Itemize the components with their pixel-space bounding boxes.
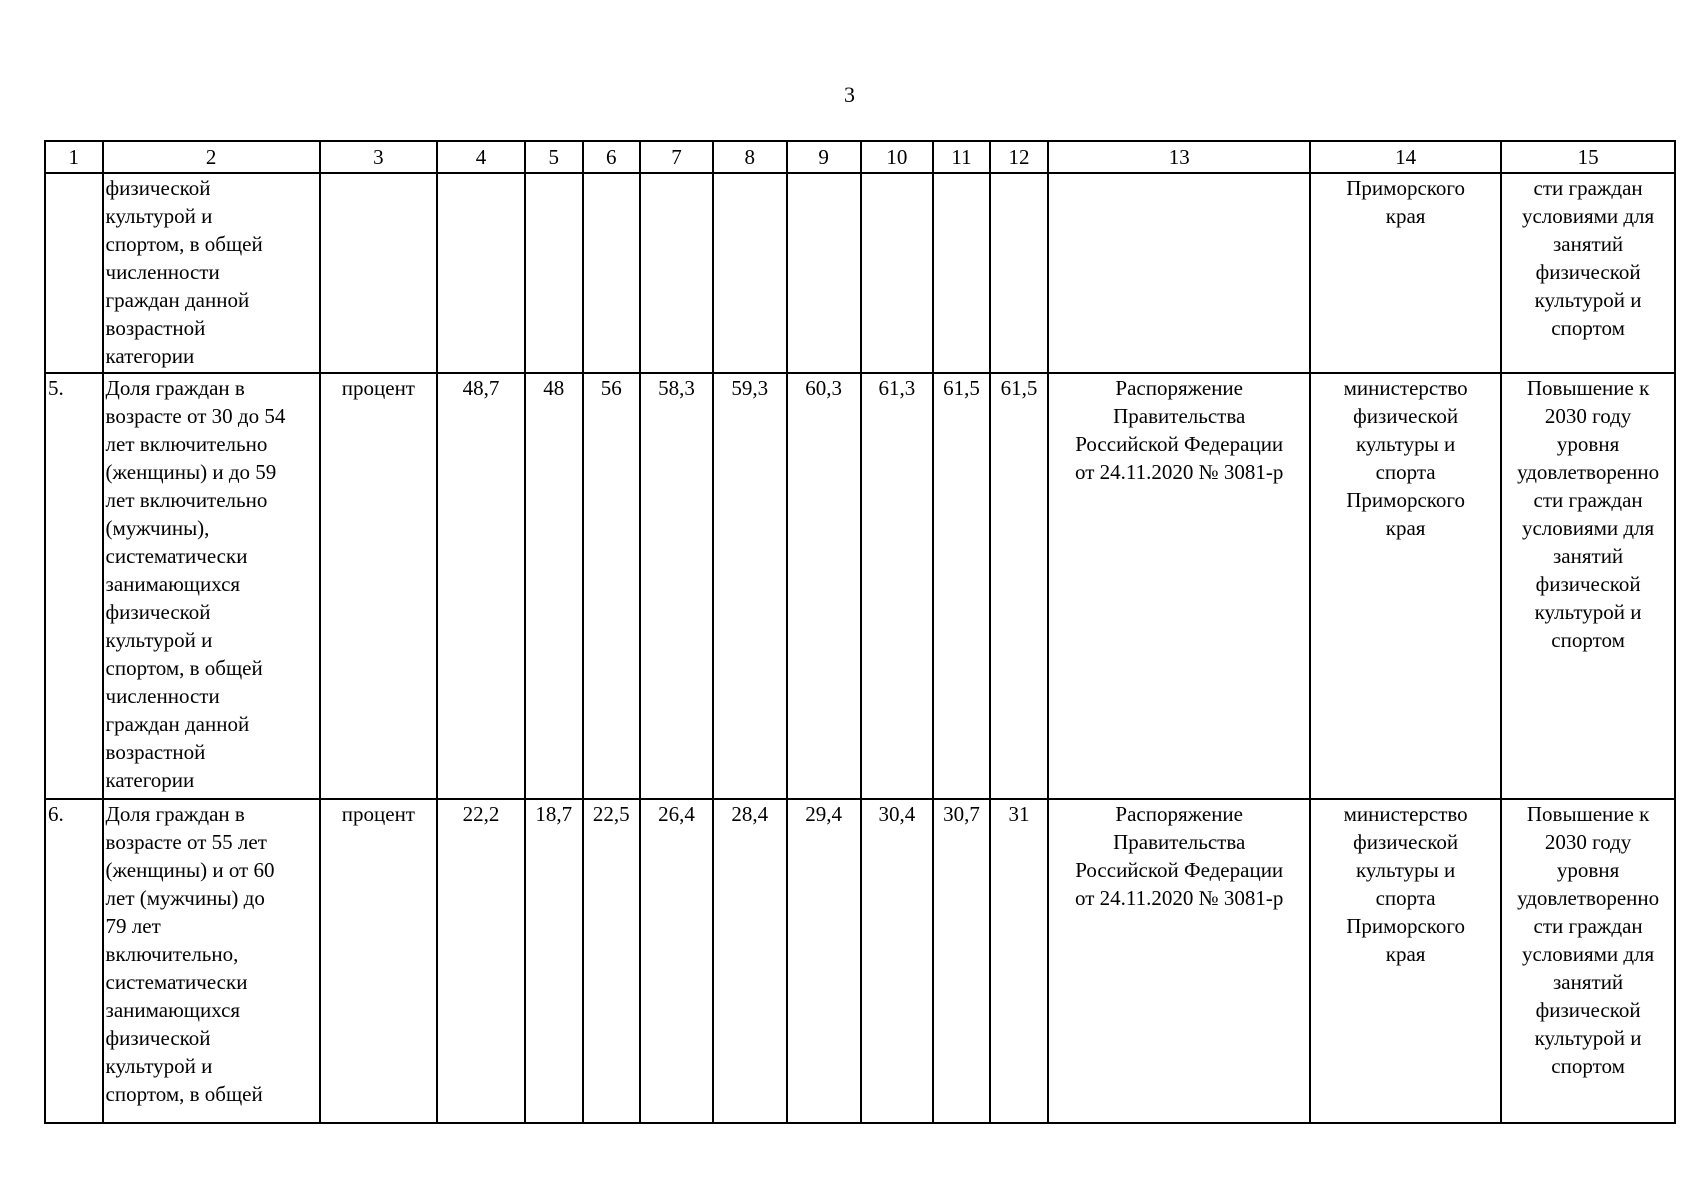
document-cell: Распоряжение Правительства Российской Федерации от 24.11.2020 № 3081-р [1048, 373, 1310, 799]
header-cell: 14 [1310, 141, 1501, 173]
responsible-cell: министерство физической культуры и спорта Приморского края [1310, 373, 1501, 799]
header-cell: 1 [45, 141, 103, 173]
indicator-name-cell: Доля граждан в возрасте от 30 до 54 лет включительно (женщины) и до 59 лет включительно (мужчины), систематически занимающихся физической культурой и спортом, в общей численности граждан данной возрастной категории [103, 373, 320, 799]
value-cell: 59,3 [713, 373, 787, 799]
header-cell: 10 [861, 141, 934, 173]
header-cell: 13 [1048, 141, 1310, 173]
page-number: 3 [844, 82, 855, 107]
table-row [45, 373, 1675, 799]
value-cell: 61,3 [861, 373, 934, 799]
goal-cell: сти граждан условиями для занятий физической культурой и спортом [1501, 173, 1675, 373]
value-cell: 22,2 [437, 799, 525, 1123]
table-row [45, 173, 1675, 373]
indicator-name-cell: физической культурой и спортом, в общей численности граждан данной возрастной категории [103, 173, 320, 373]
indicator-table [44, 140, 1676, 1124]
value-cell: 61,5 [990, 373, 1049, 799]
value-cell [583, 173, 641, 373]
header-cell: 9 [787, 141, 861, 173]
header-cell: 6 [583, 141, 641, 173]
value-cell [713, 173, 787, 373]
value-cell [933, 173, 989, 373]
header-cell: 11 [933, 141, 989, 173]
header-row [45, 141, 1675, 173]
header-cell: 2 [103, 141, 320, 173]
row-number-cell [45, 173, 103, 373]
unit-cell: процент [320, 373, 437, 799]
value-cell: 30,7 [933, 799, 989, 1123]
header-cell: 8 [713, 141, 787, 173]
value-cell [861, 173, 934, 373]
row-number-cell: 6. [45, 799, 103, 1123]
header-cell: 4 [437, 141, 525, 173]
header-cell: 15 [1501, 141, 1675, 173]
value-cell [437, 173, 525, 373]
header-cell: 3 [320, 141, 437, 173]
value-cell: 56 [583, 373, 641, 799]
value-cell [787, 173, 861, 373]
goal-cell: Повышение к 2030 году уровня удовлетворенно сти граждан условиями для занятий физической культурой и спортом [1501, 373, 1675, 799]
unit-cell [320, 173, 437, 373]
value-cell: 29,4 [787, 799, 861, 1123]
value-cell: 48 [525, 373, 583, 799]
value-cell: 18,7 [525, 799, 583, 1123]
value-cell: 30,4 [861, 799, 934, 1123]
value-cell: 26,4 [640, 799, 713, 1123]
goal-cell: Повышение к 2030 году уровня удовлетворенно сти граждан условиями для занятий физической культурой и спортом [1501, 799, 1675, 1123]
header-cell: 5 [525, 141, 583, 173]
value-cell: 31 [990, 799, 1049, 1123]
row-number-cell: 5. [45, 373, 103, 799]
value-cell: 61,5 [933, 373, 989, 799]
value-cell [525, 173, 583, 373]
value-cell: 22,5 [583, 799, 641, 1123]
header-cell: 12 [990, 141, 1049, 173]
responsible-cell: Приморского края [1310, 173, 1501, 373]
table-row [45, 799, 1675, 1123]
value-cell: 60,3 [787, 373, 861, 799]
value-cell: 28,4 [713, 799, 787, 1123]
value-cell: 48,7 [437, 373, 525, 799]
document-cell: Распоряжение Правительства Российской Федерации от 24.11.2020 № 3081-р [1048, 799, 1310, 1123]
unit-cell: процент [320, 799, 437, 1123]
indicator-name-cell: Доля граждан в возрасте от 55 лет (женщины) и от 60 лет (мужчины) до 79 лет включительно, систематически занимающихся физической культурой и спортом, в общей [103, 799, 320, 1123]
document-cell [1048, 173, 1310, 373]
responsible-cell: министерство физической культуры и спорта Приморского края [1310, 799, 1501, 1123]
value-cell [640, 173, 713, 373]
value-cell [990, 173, 1049, 373]
header-cell: 7 [640, 141, 713, 173]
value-cell: 58,3 [640, 373, 713, 799]
